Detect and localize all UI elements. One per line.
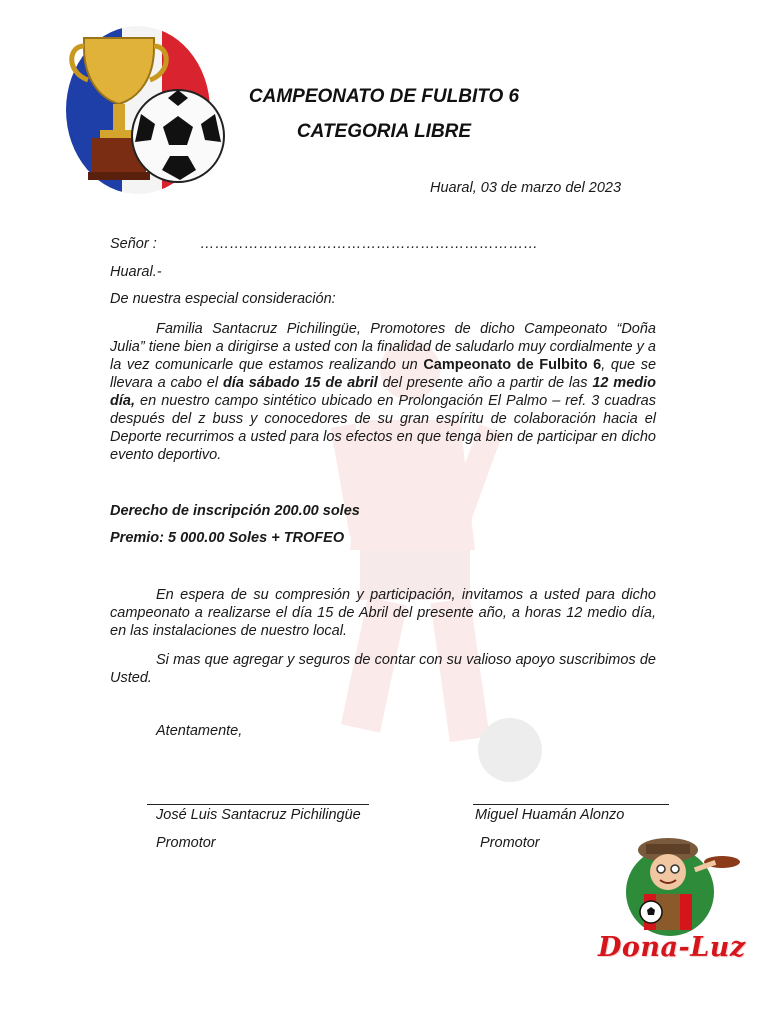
signature-name-2: Miguel Huamán Alonzo	[475, 807, 625, 823]
recipient-dots: ……………………………………………………………	[200, 236, 539, 252]
p1-text-a: Familia Santacruz Pichilingüe, Promotores de dicho Campeonato “Doña Julia” tiene bien a dirigirse a usted con la finalidad de saludarlo muy cordialmente y a la vez comunicarle que estamos realizando un	[110, 321, 656, 373]
header-graphic	[62, 24, 230, 196]
closing: Atentamente,	[156, 723, 243, 739]
signature-role-2: Promotor	[480, 835, 540, 851]
logo-text: Dona-Luz	[598, 932, 746, 963]
inscription-fee: Derecho de inscripción 200.00 soles	[110, 503, 360, 519]
p1-text-e: del presente año a partir de las	[377, 375, 593, 391]
p1-bold-event: Campeonato de Fulbito 6	[423, 357, 602, 373]
greeting: De nuestra especial consideración:	[110, 291, 336, 307]
page-subtitle: CATEGORIA LIBRE	[296, 121, 472, 142]
p1-text-c: , que se llevara a cabo el	[110, 357, 657, 391]
body-paragraph-3: Si mas que agregar y seguros de contar con su valioso apoyo suscribimos de Usted.	[110, 652, 656, 686]
signature-role-1: Promotor	[156, 835, 216, 851]
recipient-label: Señor :	[110, 236, 157, 252]
recipient-city: Huaral.-	[110, 264, 162, 280]
date-line: Huaral, 03 de marzo del 2023	[430, 180, 622, 196]
p1-bold-time: 12 medio día,	[110, 375, 657, 409]
mascot-logo	[618, 834, 742, 938]
p1-bold-date: día sábado 15 de abril	[222, 375, 378, 391]
body-paragraph-1	[110, 320, 656, 464]
signature-line-1	[147, 804, 369, 805]
prize: Premio: 5 000.00 Soles + TROFEO	[110, 530, 345, 546]
page-title: CAMPEONATO DE FULBITO 6	[248, 86, 520, 107]
signature-name-1: José Luis Santacruz Pichilingüe	[156, 807, 361, 823]
p1-text-g: en nuestro campo sintético ubicado en Prolongación El Palmo – ref. 3 cuadras después del z buss y conocedores de su gran espíritu de colaboración hacia el Deporte recurrimos a usted para los efectos en que tenga bien de participar en dicho evento deportivo.	[110, 393, 656, 463]
body-paragraph-2: En espera de su compresión y participación, invitamos a usted para dicho campeonato a realizarse el día 15 de Abril del presente año, a horas 12 medio día, en las instalaciones de nuestro local.	[110, 587, 656, 639]
signature-line-2	[473, 804, 669, 805]
